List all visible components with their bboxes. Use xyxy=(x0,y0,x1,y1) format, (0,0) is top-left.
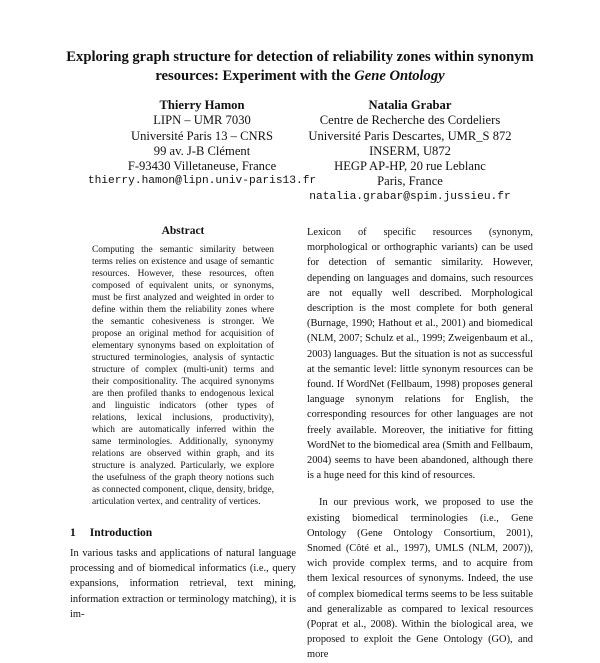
affiliation-line: F-93430 Villetaneuse, France xyxy=(127,159,277,174)
paper-title xyxy=(40,48,560,86)
title-line-2 xyxy=(40,67,560,86)
section-number: 1 xyxy=(70,527,76,539)
title-line-1: Exploring graph structure for detection of reliability zones within synonym xyxy=(66,49,534,65)
author-email[interactable]: thierry.hamon@lipn.univ-paris13.fr xyxy=(87,175,317,188)
author-name: Natalia Grabar xyxy=(368,98,452,112)
right-paragraph-1: Lexicon of specific resources (synonym, morphological or orthographic variants) can be used for detection of semantic similarity. However, depending on languages and domains, such resources are not equally well described. Morphological description is the most complete for both general (Burnage, 1990; Hathout et al., 2001) and biomedical (NLM, 2007; Schulz et al., 1999; Zweigenbaum et al., 2003) languages. But the situation is not as successful at the semantic level: little synonym resources can be found. If WordNet (Fellbaum, 1998) proposes general language synonym relations for English, the corresponding resources for other languages are not freely available. Moreover, the initiative for fitting WordNet to the biomedical area (Smith and Fellbaum, 2004) seems to have been abandoned, although there is a huge need for this kind of resources. xyxy=(307,227,533,482)
affiliation-line: Université Paris Descartes, UMR_S 872 xyxy=(308,128,512,143)
author-block-grabar xyxy=(300,98,520,205)
right-paragraph-2: In our previous work, we proposed to use the existing biomedical terminologies (i.e., Gene Ontology (Gene Ontology Consortium, 2001), Snomed (Côté et al., 1997), UMLS (NLM, 2007)), wich provide complex terms, and to acquire from them lexical resources of synonyms. Indeed, the use of complex biomedical terms seems to be less suitable and generalizable as compared to lexical resources (Poprat et al., 2008). Within the biological area, we proposed to exploit the Gene Ontology (GO), and more xyxy=(307,497,533,661)
right-column xyxy=(307,225,533,663)
author-block-hamon xyxy=(82,98,322,190)
affiliation-line: INSERM, U872 xyxy=(369,143,451,158)
section-heading-introduction xyxy=(70,527,152,539)
title-line-2-prefix: resources: Experiment with the xyxy=(155,68,355,84)
introduction-text: In various tasks and applications of natural language processing and of biomedical informatics (i.e., query expansions, information retrieval, text mining, information extraction or terminology matching), it is im- xyxy=(70,548,296,620)
affiliation-line: Centre de Recherche des Cordeliers xyxy=(319,113,501,128)
title-line-2-italic: Gene Ontology xyxy=(354,68,445,84)
affiliation-line: HEGP AP-HP, 20 rue Leblanc xyxy=(334,159,486,174)
affiliation-line: LIPN – UMR 7030 xyxy=(153,113,251,128)
abstract-heading: Abstract xyxy=(161,225,205,237)
affiliation-line: Université Paris 13 – CNRS xyxy=(130,128,274,143)
author-name: Thierry Hamon xyxy=(159,98,245,112)
affiliation-line: Paris, France xyxy=(377,174,443,189)
author-email[interactable]: natalia.grabar@spim.jussieu.fr xyxy=(309,190,511,203)
abstract-text: Computing the semantic similarity between terms relies on existence and usage of semantic resources. However, these resources, often composed of equivalent units, or synonyms, must be first analyzed and weighted in order to define within them the reliability zones where the semantic cohesiveness is stronger. We propose an original method for acquisition of elementary synonyms based on exploitation of structured terminologies, analysis of syntactic structure of complex (multi-unit) terms and their compositionality. The acquired synonyms are then profiled thanks to endogenous lexical and linguistic indicators (other types of relations, lexical inclusions, productivity), which are automatically inferred within the same terminologies. Additionally, synonymy relations are observed within graph, and its structure is analyzed. Particularly, we explore the usefulness of the graph theory notions such as connected component, clique, density, bridge, articulation vertex, and centrality of vertices. xyxy=(92,245,274,507)
affiliation-line: 99 av. J-B Clément xyxy=(153,143,251,158)
section-title: Introduction xyxy=(89,527,153,539)
